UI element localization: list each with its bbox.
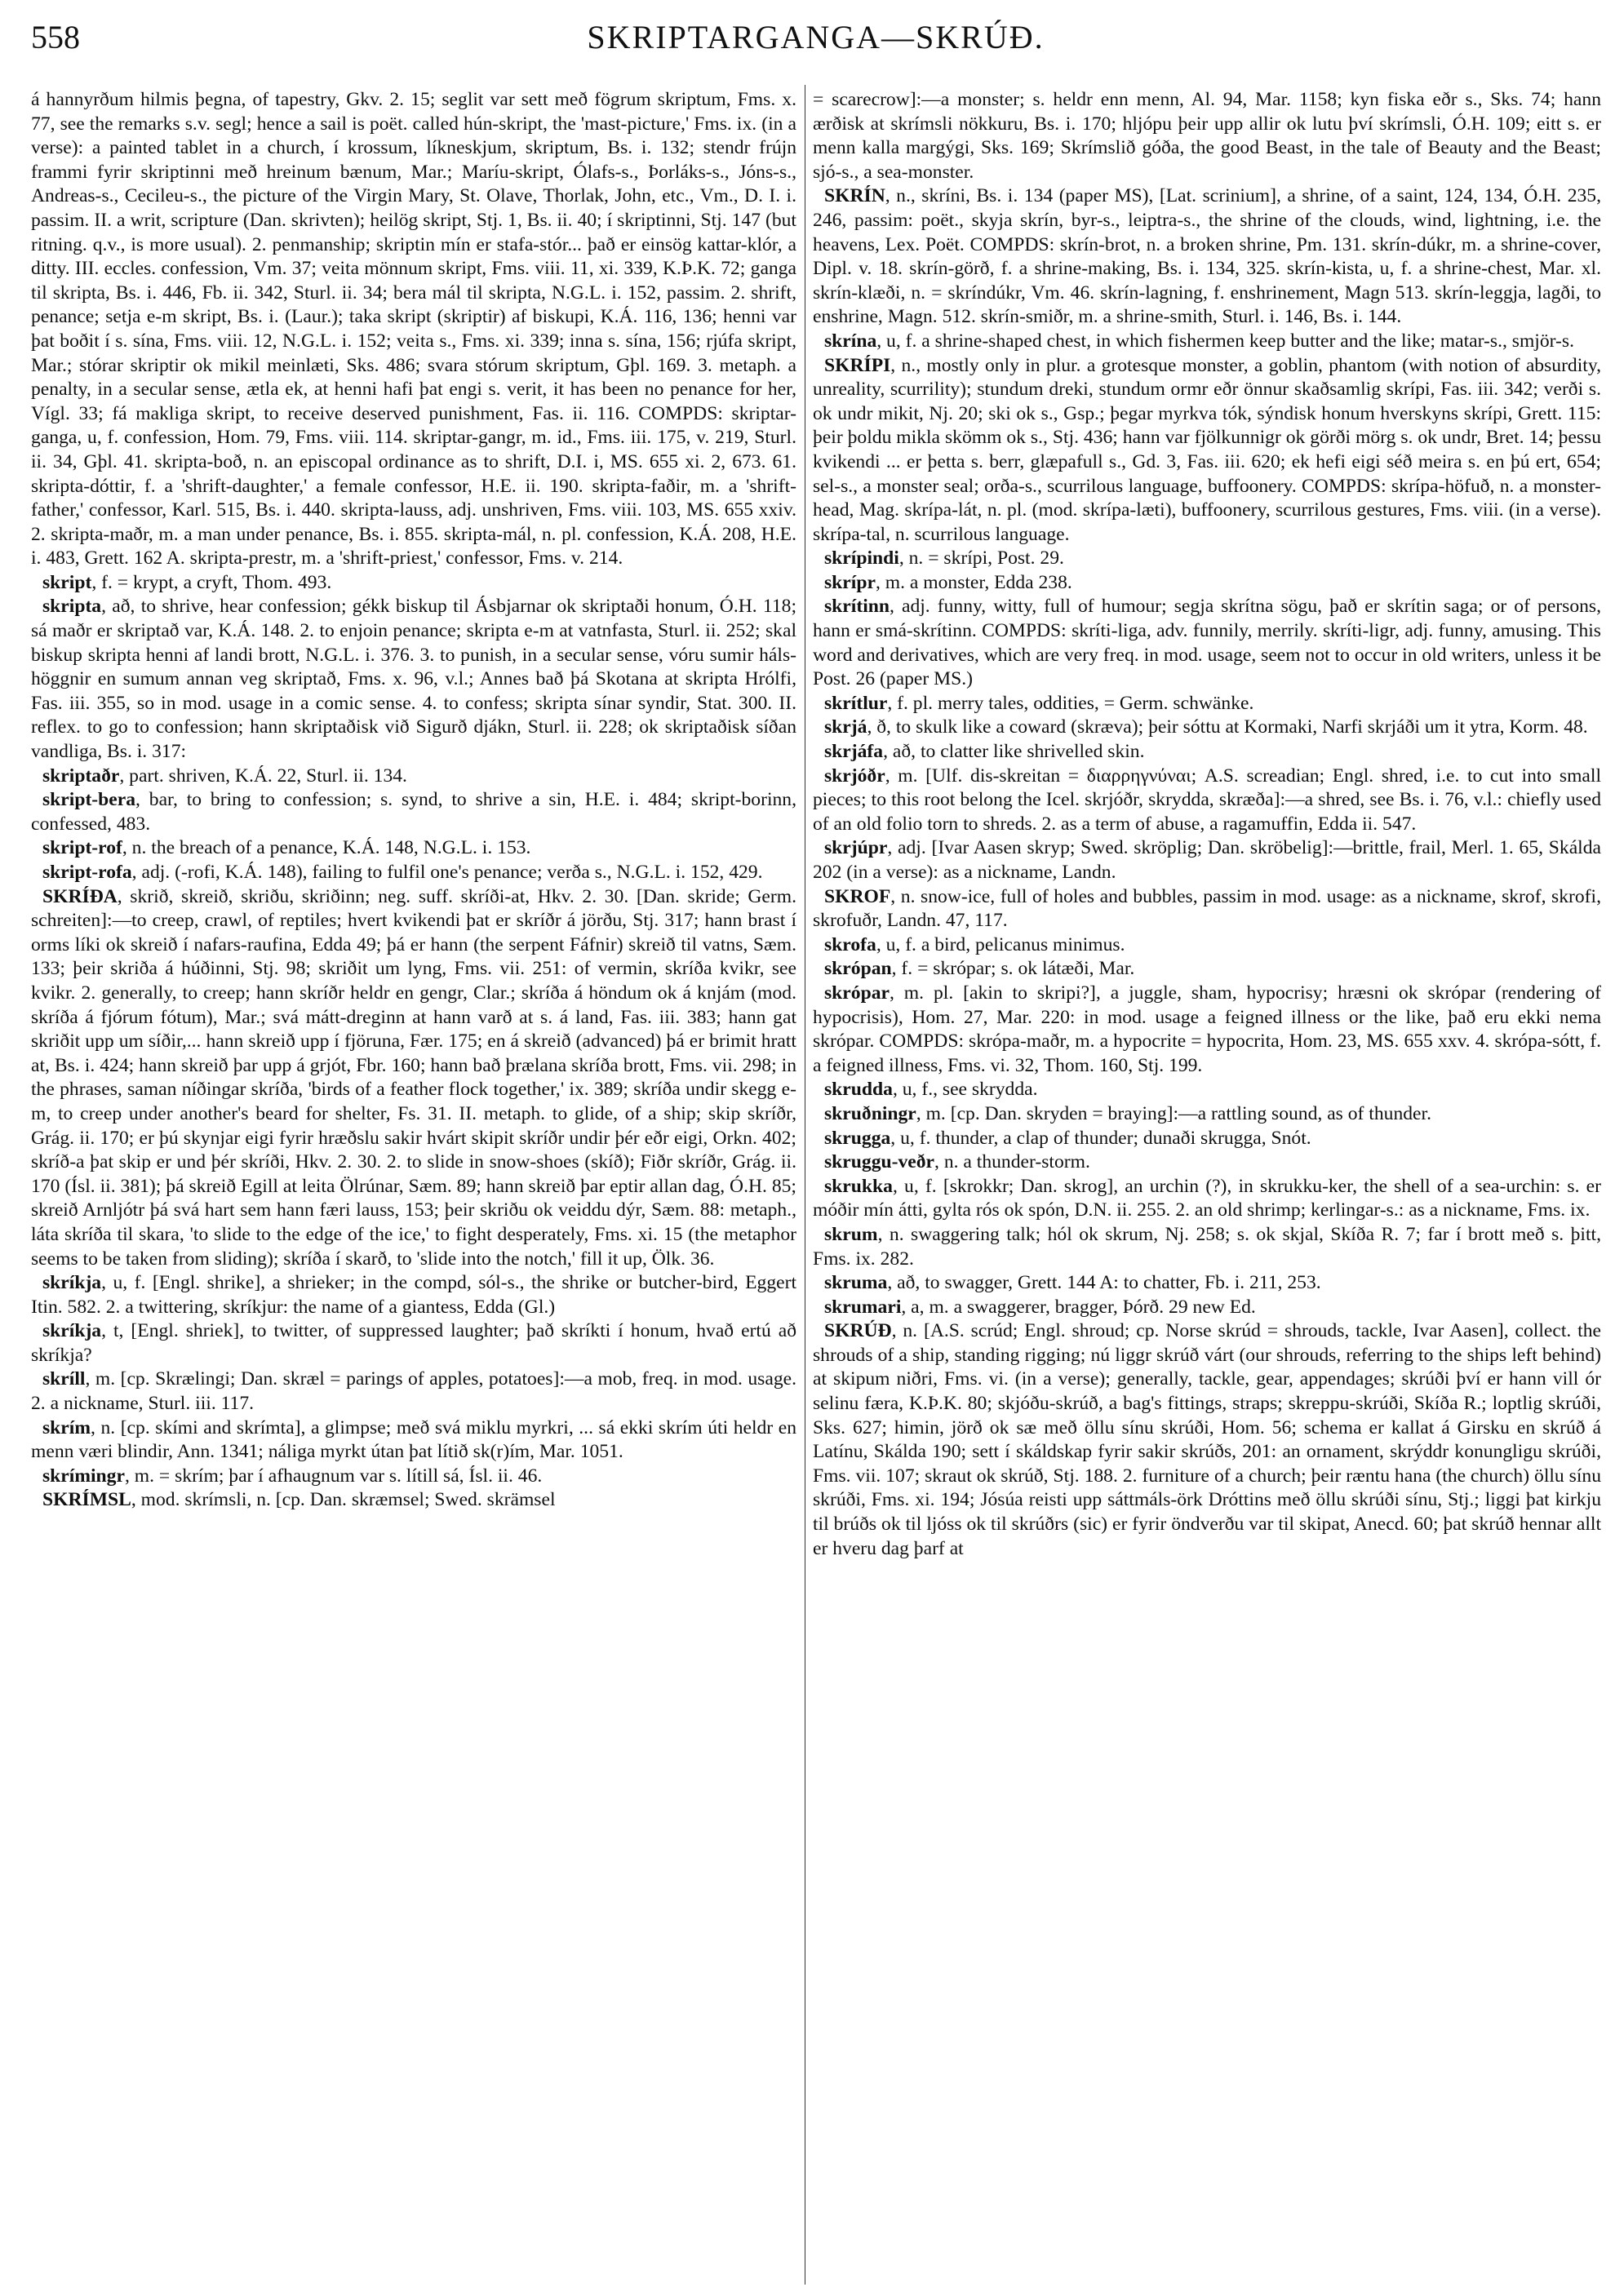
dictionary-entry	[31, 1488, 796, 1513]
headword: skrípindi	[824, 547, 899, 570]
headword: skrudda	[824, 1079, 893, 1101]
dictionary-entry	[813, 547, 1601, 571]
entry-body: , n. [cp. skími and skrímta], a glimpse; með svá miklu myrkri, ... sá ekki skrím úti heldr en menn væri blindir, Ann. 1341; náliga myrkt útan þat lítið sk(r)ím, Mar. 1051.	[31, 1416, 796, 1463]
entry-body: = scarecrow]:—a monster; s. heldr enn menn, Al. 94, Mar. 1158; kyn fiska eðr s., Sks. 74; hann ærðisk at skrímsli nökkuru, Bs. i. 170; hljópu þeir upp allir ok lutu því skrímsli, Ó.H. 109; eitt s. er menn kalla margýgi, Sks. 169; Skrímslið góða, the good Beast, in the tale of Beauty and the Beast; sjó-s., a sea-monster.	[813, 89, 1601, 183]
left-column	[31, 88, 796, 2288]
dictionary-entry	[813, 765, 1601, 837]
entry-body: , f. pl. merry tales, oddities, = Germ. schwänke.	[887, 692, 1254, 714]
entry-body: , f. = skrópar; s. ok látæði, Mar.	[891, 958, 1135, 980]
headword: skrína	[824, 330, 877, 352]
headword: skripta	[42, 596, 102, 618]
dictionary-entry	[813, 716, 1601, 740]
dictionary-entry	[813, 885, 1601, 933]
entry-body: , skrið, skreið, skriðu, skriðinn; neg. suff. skríði-at, Hkv. 2. 30. [Dan. skride; Germ. schreiten]:—to creep, crawl, of reptiles; hvert kvikendi þat er skríðr á jörðu, Stj. 317; hann brast í orms líki ok skreið í nafars-raufina, Edda 49; þá er hann (the serpent Fáfnir) skreið til vatns, Sæm. 133; þeir skriða á húðinni, Stj. 98; skriðit um lyng, Fms. vii. 251: of vermin, skríða kvikr, see kvikr. 2. generally, to creep; hann skríðr heldr en gengr, Clar.; skríða á höndum ok á knjám (mod. skríða á fjórum fótum), Mar.; svá mátt-dreginn at hann varð at s. á land, Fas. iii. 383; hann gat skriðit upp um síðir,... hann skreið upp í fjöruna, Fær. 175; en á skreið (advanced) þá er brimit hratt at, Bs. i. 424; hann skreið þar upp á grjót, Fbr. 160; hann bað þrælana skríða brott, Fms. vii. 298; in the phrases, saman níðingar skríða, 'birds of a feather flock together,' ix. 389; skríða undir skegg e-m, to creep under another's beard for shelter, Fs. 31. II. metaph. to glide, of a ship; skip skríðr, Grág. ii. 170; er þú skynjar eigi fyrir hræðslu sakir hvárt skipit skríðr undir þér eðr eigi, Orkn. 402; skríð-a þat skip er und þér skríði, Hkv. 2. 30. 2. to slide in snow-shoes (skíð); Fiðr skríðr, Grág. ii. 170 (Ísl. ii. 381); þá skreið Egill at leita Ölrúnar, Sæm. 89; hann skreið þar eptir allan dag, Ó.H. 85; skreið Arnljótr þá svá hart sem hann færi lauss, 153; þeir skriðu ok veiddu dýr, Sæm. 88: metaph., láta skríða til skara, 'to slide to the edge of the ice,' to fight desperately, Fms. xi. 15 (the metaphor seems to be taken from sliding); skríða í skarð, to 'slide into the notch,' fill it up, Ölk. 36.	[31, 885, 796, 1270]
headword: SKROF	[824, 885, 891, 907]
dictionary-entry	[31, 1367, 796, 1416]
headword: skrugga	[824, 1127, 891, 1149]
dictionary-entry	[31, 1319, 796, 1367]
dictionary-entry	[31, 788, 796, 836]
headword: skript-bera	[42, 789, 136, 811]
entry-body: , n., mostly only in plur. a grotesque monster, a goblin, phantom (with notion of absurdity, unreality, scurrility); stundum dreki, stundum ormr eðr önnur skaðsamlig skrípi, Fas. iii. 342; verði s. ok undr mikit, Nj. 20; ski ok s., Gsp.; þegar myrkva tók, sýndisk honum hverskyns skrípi, Grett. 115: þeir þoldu mikla skömm ok s., Stj. 436; hann var fjölkunnigr ok görði mörg s. ok undr, Bret. 14; þessu kvikendi ... er þetta s. berr, glæpafull s., Gd. 3, Fas. iii. 620; ek hefi eigi séð meira s. en þú ert, 654; sel-s., a monster seal; orða-s., scurrilous language, buffoonery. COMPDS: skrípa-höfuð, n. a monster-head, Mag. skrípa-lát, n. pl. (mod. skrípa-læti), buffoonery, scurrilous gestures, Fms. viii. (in a verse). skrípa-tal, n. scurrilous language.	[813, 354, 1601, 545]
entry-body: , m. = skrím; þar í afhaugnum var s. lítill sá, Ísl. ii. 46.	[124, 1465, 543, 1487]
entry-body: , n. snow-ice, full of holes and bubbles, passim in mod. usage: as a nickname, skrof, skrofi, skrofuðr, Landn. 47, 117.	[813, 885, 1601, 932]
entry-body: , m. [Ulf. dis-skreitan = διαρρηγνύναι; A.S. screadian; Engl. shred, i.e. to cut into small pieces; to this root belong the Icel. skrjóðr, skrydda, skræða]:—a shred, see Bs. i. 76, v.l.: chiefly used of an old folio torn to shreds. 2. as a term of abuse, a ragamuffin, Edda ii. 547.	[813, 765, 1601, 835]
headword: SKRÍMSL	[42, 1489, 131, 1511]
entry-body: , u, f. [Engl. shrike], a shrieker; in the compd, sól-s., the shrike or butcher-bird, Eggert Itin. 582. 2. a twittering, skríkjur: the name of a giantess, Edda (Gl.)	[31, 1272, 796, 1318]
headword: skriptaðr	[42, 765, 120, 787]
dictionary-entry	[813, 1271, 1601, 1296]
headword: skrjáfa	[824, 741, 884, 763]
headword: skrím	[42, 1416, 91, 1438]
right-column	[813, 88, 1601, 2288]
page-number: 558	[31, 19, 80, 55]
dictionary-entry	[813, 1102, 1601, 1127]
entry-body: , m. [cp. Dan. skryden = braying]:—a rattling sound, as of thunder.	[916, 1102, 1431, 1124]
headword: skrum	[824, 1223, 878, 1245]
headword: skríkja	[42, 1320, 102, 1342]
headword: skruðningr	[824, 1102, 916, 1124]
entry-body: , n. swaggering talk; hól ok skrum, Nj. 258; s. ok skjal, Skíða R. 7; far í brott með s. þitt, Fms. ix. 282.	[813, 1223, 1601, 1270]
entry-body: , m. [cp. Skrælingi; Dan. skræl = parings of apples, potatoes]:—a mob, freq. in mod. usage. 2. a nickname, Sturl. iii. 117.	[31, 1368, 796, 1415]
dictionary-entry	[813, 1175, 1601, 1223]
entry-body: , að, to shrive, hear confession; gékk biskup til Ásbjarnar ok skriptaði honum, Ó.H. 118; sá maðr er skriptað var, K.Á. 148. 2. to enjoin penance; skripta e-m at vatnfasta, Sturl. ii. 252; skal biskup skripta henni af landi brott, N.G.L. i. 376. 3. to punish, in a secular sense, vóru sumir háls-höggnir en sumum annan veg skriptað, Fms. x. 96, v.l.; Annes bað þá Skotana at skripta Hrólfi, Fas. iii. 355, so in mod. usage in a comic sense. 4. to confess; skripta sínar syndir, Stat. 300. II. reflex. to go to confession; hann skriptaðisk við Sigurð djákn, Sturl. ii. 228; ok skriptaðisk síðan vandliga, Bs. i. 317:	[31, 596, 796, 763]
dictionary-entry	[813, 571, 1601, 596]
headword: SKRÚÐ	[824, 1320, 892, 1342]
dictionary-entry	[813, 595, 1601, 691]
dictionary-entry	[31, 1465, 796, 1489]
dictionary-entry	[31, 595, 796, 764]
headword: SKRÍPI	[824, 354, 891, 376]
dictionary-entry	[31, 571, 796, 596]
entry-body: , m. pl. [akin to skripi?], a juggle, sham, hypocrisy; hræsni ok skrópar (rendering of hypocrisis), Hom. 27, Mar. 220: in mod. usage a feigned illness or the like, það eru ekki nema skrópar. COMPDS: skrópa-maðr, m. a hypocrite = hypocrita, Hom. 23, MS. 655 xxv. 4. skrópa-sótt, f. a feigned illness, Fms. vi. 32, Thom. 160, Stj. 199.	[813, 982, 1601, 1076]
dictionary-entry	[813, 354, 1601, 547]
headword: skrópan	[824, 958, 892, 980]
dictionary-entry	[813, 1127, 1601, 1151]
entry-body: , u, f. thunder, a clap of thunder; dunaði skrugga, Snót.	[890, 1127, 1311, 1149]
entry-body: , u, f. a shrine-shaped chest, in which fishermen keep butter and the like; matar-s., smjör-s.	[876, 330, 1574, 352]
entry-body: , u, f. a bird, pelicanus minimus.	[876, 933, 1125, 955]
entry-body: , n. the breach of a penance, K.Á. 148, N.G.L. i. 153.	[122, 837, 531, 859]
dictionary-entry	[813, 933, 1601, 958]
entry-body: , n., skríni, Bs. i. 134 (paper MS), [Lat. scrinium], a shrine, of a saint, 124, 134, Ó.H. 235, 246, passim: poët., skyja skrín, byr-s., leiptra-s., the shrine of the clouds, wind, lightning, i.e. the heavens, Lex. Poët. COMPDS: skrín-brot, n. a broken shrine, Pm. 131. skrín-dúkr, m. a shrine-cover, Dipl. v. 18. skrín-görð, f. a shrine-making, Bs. i. 134, 325. skrín-kista, u, f. a shrine-chest, Mar. xl. skrín-klæði, n. = skríndúkr, Vm. 46. skrín-lagning, f. enshrinement, Magn 513. skrín-leggja, lagði, to enshrine, Magn. 512. skrín-smiðr, m. a shrine-smith, Sturl. i. 146, Bs. i. 144.	[813, 185, 1601, 328]
dictionary-entry	[31, 88, 796, 571]
dictionary-entry	[813, 1223, 1601, 1271]
entry-body: , mod. skrímsli, n. [cp. Dan. skræmsel; Swed. skrämsel	[131, 1489, 556, 1511]
headword: skríkja	[42, 1272, 102, 1294]
entry-body: á hannyrðum hilmis þegna, of tapestry, Gkv. 2. 15; seglit var sett með fögrum skriptum, Fms. x. 77, see the remarks s.v. segl; hence a sail is poët. called hún-skript, the 'mast-picture,' Fms. ix. (in a verse): a painted tablet in a church, í krossum, líkneskjum, skriptum, Bs. i. 132; stendr frújn frammi fyrir skriptinni með hreinum bænum, Mar.; Maríu-skript, Ólafs-s., Þorláks-s., Jóns-s., Andreas-s., Cecileu-s., the picture of the Virgin Mary, St. Olave, Thorlak, John, etc., Vm., D. I. i. passim. II. a writ, scripture (Dan. skrivten); heilög skript, Stj. 1, Bs. ii. 40; í skriptinni, Stj. 147 (but ritning. q.v., is more usual). 2. penmanship; skriptin mín er stafa-stór... það er einsög kattar-klór, a ditty. III. eccles. confession, Vm. 37; veita mönnum skript, Fms. viii. 11, xi. 339, K.Þ.K. 72; ganga til skripta, Bs. i. 446, Fb. ii. 342, Sturl. ii. 34; bera mál til skripta, N.G.L. i. 152, passim. 2. shrift, penance; setja e-m skript, Bs. i. (Laur.); taka skript (skriptir) af biskupi, K.Á. 116, 136; henni var þat boðit í s. sína, Fms. viii. 12, N.G.L. i. 152; veita s., Fms. xi. 339; inna s. sína, 156; rjúfa skript, Mar.; stórar skriptir ok mikil meinlæti, Sks. 486; svara stórum skriptum, Gþl. 169. 3. metaph. a penalty, in a secular sense, ætla ek, at henni hafi þat engi s. verit, it has been no penance for her, Vígl. 33; fá makliga skript, to receive deserved punishment, Fas. ii. 116. COMPDS: skriptar-ganga, u, f. confession, Hom. 79, Fms. viii. 114. skriptar-gangr, m. id., Fms. iii. 175, v. 219, Sturl. ii. 34, Gþl. 41. skripta-boð, n. an episcopal ordinance as to shrift, D.I. i, MS. 655 xi. 2, 673. 61. skripta-dóttir, f. a 'shrift-daughter,' a female confessor, H.E. ii. 190. skripta-faðir, m. a 'shrift-father,' confessor, Karl. 515, Bs. i. 440. skripta-lauss, adj. unshriven, Fms. viii. 103, MS. 655 xxiv. 2. skripta-maðr, m. a man under penance, Bs. i. 855. skripta-mál, n. pl. confession, K.Á. 208, H.E. i. 483, Grett. 162 A. skripta-prestr, m. a 'shrift-priest,' confessor, Fms. v. 214.	[31, 89, 796, 570]
headword: skrítlur	[824, 692, 888, 714]
entry-body: , bar, to bring to confession; s. synd, to shrive a sin, H.E. i. 484; skript-borinn, confessed, 483.	[31, 789, 796, 835]
dictionary-entry	[31, 765, 796, 789]
headword: skrukka	[824, 1175, 893, 1197]
dictionary-entry	[813, 982, 1601, 1078]
dictionary-entry	[813, 1078, 1601, 1102]
headword: SKRÍÐA	[42, 885, 118, 907]
dictionary-entry	[31, 885, 796, 1272]
entry-body: , a, m. a swaggerer, bragger, Þórð. 29 new Ed.	[901, 1296, 1256, 1318]
entry-body: , t, [Engl. shriek], to twitter, of suppressed laughter; það skríkti í honum, hvað ertú að skríkja?	[31, 1320, 796, 1366]
headword: skrjá	[824, 716, 867, 738]
headword: skript	[42, 571, 92, 593]
headword: skrípr	[824, 571, 876, 593]
entry-body: , adj. (-rofi, K.Á. 148), failing to fulfil one's penance; verða s., N.G.L. i. 152, 429.	[131, 862, 763, 883]
dictionary-entry	[813, 330, 1601, 354]
dictionary-entry	[31, 861, 796, 885]
entry-body: , u, f., see skrydda.	[892, 1079, 1038, 1101]
headword: skrítinn	[824, 596, 890, 618]
dictionary-entry	[813, 836, 1601, 884]
headword: skrjúpr	[824, 837, 888, 859]
entry-body: , ð, to skulk like a coward (skræva); þeir sóttu at Kormaki, Narfi skrjáði um it ytra, Korm. 48.	[867, 716, 1588, 738]
entry-body: , n. [A.S. scrúd; Engl. shroud; cp. Norse skrúd = shrouds, tackle, Ivar Aasen], collect. the shrouds of a ship, standing rigging; nú liggr skrúð várt (our shrouds, referring to the ships left behind) at skipum niðri, Fms. vi. (in a verse); generally, tackle, gear, appendages; skrúði því er hann vill ór selinu færa, K.Þ.K. 80; skjóðu-skrúð, a bag's fittings, straps; skreppu-skrúði, Skíða R.; loptlig skrúði, Sks. 627; himin, jörð ok sæ með öllu sínu skrúði, Hom. 56; schema er kallat á Girsku en skrúð á Latínu, Skálda 190; sett í skáldskap fyrir sakir skrúðs, 201: an ornament, skrýddr konungligu skrúði, Fms. vii. 107; skraut ok skrúð, Stj. 188. 2. furniture of a church; þeir ræntu hana (the church) öllu sínu skrúði, Fms. xi. 194; Jósúa reisti upp sáttmáls-örk Dróttins með öllu skrúði sínu, Stj.; liggi þat kirkju til brúðs ok til ljóss ok til skrúðrs (sic) er fyrir öndverðu var til skipat, Anecd. 60; þat skrúð hennar allt er hveru dag þarf at	[813, 1320, 1601, 1559]
entry-body: , n. a thunder-storm.	[934, 1151, 1090, 1173]
dictionary-entry	[813, 184, 1601, 330]
dictionary-entry	[813, 88, 1601, 184]
headword: skrumari	[824, 1296, 902, 1318]
running-title: SKRIPTARGANGA—SKRÚÐ.	[587, 19, 1045, 55]
entry-body: , m. a monster, Edda 238.	[875, 571, 1072, 593]
entry-body: , u, f. [skrokkr; Dan. skrog], an urchin (?), in skrukku-ker, the shell of a sea-urchin: s. er móðir mín átti, gylta rós ok spón, D.N. ii. 255. 2. an old shrimp; kerlingar-s.: as a nickname, Fms. ix.	[813, 1175, 1601, 1221]
headword: SKRÍN	[824, 185, 885, 207]
dictionary-entry	[813, 740, 1601, 765]
dictionary-entry	[813, 1296, 1601, 1320]
headword: skrópar	[824, 982, 890, 1004]
entry-body: , að, to clatter like shrivelled skin.	[883, 741, 1145, 763]
entry-body: , að, to swagger, Grett. 144 A: to chatter, Fb. i. 211, 253.	[887, 1272, 1321, 1294]
dictionary-entry	[813, 692, 1601, 716]
headword: skrímingr	[42, 1465, 125, 1487]
headword: skript-rof	[42, 837, 122, 859]
headword: skríll	[42, 1368, 86, 1390]
page-header	[31, 18, 1600, 59]
dictionary-entry	[31, 836, 796, 861]
headword: skrjóðr	[824, 765, 885, 787]
headword: skruggu-veðr	[824, 1151, 935, 1173]
entry-body: , f. = krypt, a cryft, Thom. 493.	[91, 571, 332, 593]
dictionary-entry	[813, 1319, 1601, 1561]
entry-body: , adj. [Ivar Aasen skryp; Swed. skröplig; Dan. skröbelig]:—brittle, frail, Merl. 1. 65, Skálda 202 (in a verse): as a nickname, Landn.	[813, 837, 1601, 883]
headword: skrofa	[824, 933, 876, 955]
dictionary-entry	[31, 1271, 796, 1319]
headword: skruma	[824, 1272, 888, 1294]
dictionary-entry	[813, 957, 1601, 982]
entry-body: , part. shriven, K.Á. 22, Sturl. ii. 134.	[119, 765, 407, 787]
headword: skript-rofa	[42, 862, 132, 883]
dictionary-entry	[813, 1150, 1601, 1175]
entry-body: , n. = skrípi, Post. 29.	[898, 547, 1064, 570]
entry-body: , adj. funny, witty, full of humour; segja skrítna sögu, það er skrítin saga; or of persons, hann er smá-skrítinn. COMPDS: skríti-liga, adv. funnily, merrily. skríti-ligr, adj. funny, amusing. This word and derivatives, which are very freq. in mod. usage, seem not to occur in old writers, unless it be Post. 26 (paper MS.)	[813, 596, 1601, 690]
dictionary-entry	[31, 1416, 796, 1465]
